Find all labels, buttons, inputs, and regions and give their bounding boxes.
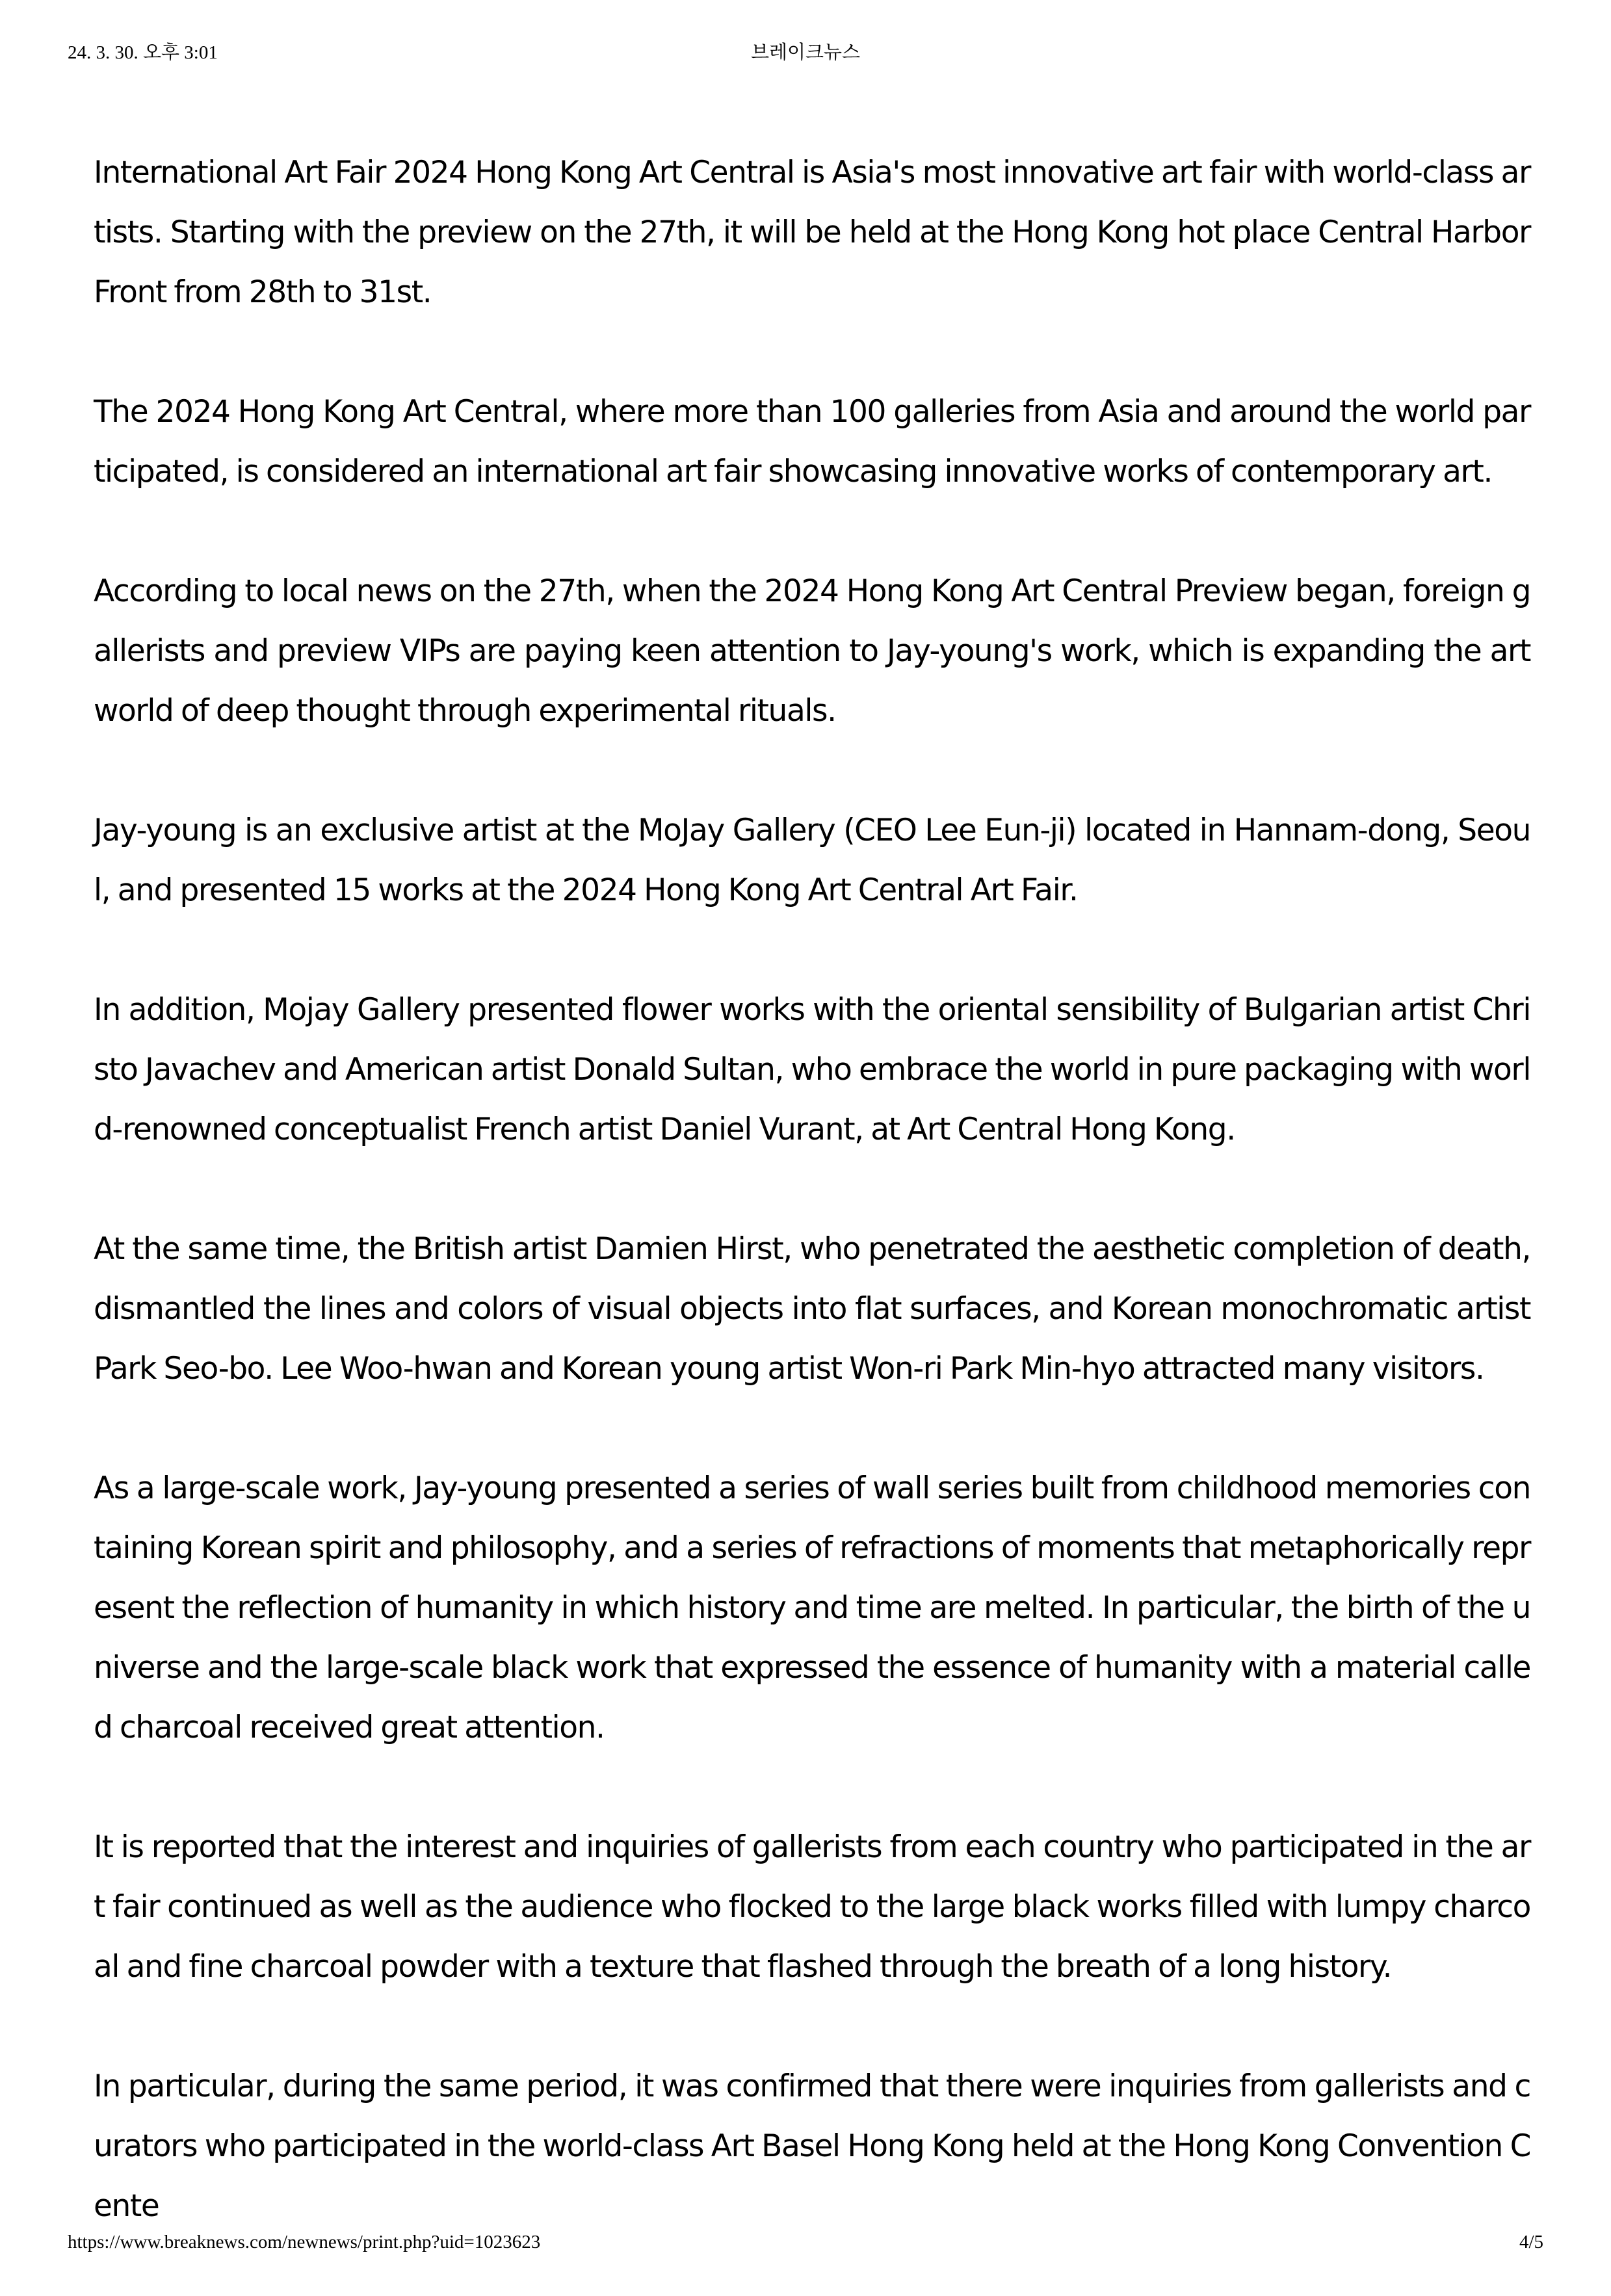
article-paragraph: Jay-young is an exclusive artist at the MoJay Gallery (CEO Lee Eun-ji) located in Hannam-dong, Seoul, and presented 15 works at the 2024 Hong Kong Art Central Art Fair. xyxy=(94,813,1530,908)
page-number: 4/5 xyxy=(1519,2232,1543,2252)
site-title: 브레이크뉴스 xyxy=(750,42,861,63)
print-header xyxy=(0,38,1611,64)
article-paragraph: In addition, Mojay Gallery presented flower works with the oriental sensibility of Bulgarian artist Christo Javachev and American artist Donald Sultan, who embrace the world in pure packaging with world-renowned conceptualist French artist Daniel Vurant, at Art Central Hong Kong. xyxy=(94,992,1530,1147)
article-paragraph: It is reported that the interest and inquiries of gallerists from each country who participated in the art fair continued as well as the audience who flocked to the large black works filled with lumpy charcoal and fine charcoal powder with a texture that flashed through the breath of a long history. xyxy=(94,1829,1530,1985)
article-paragraph: International Art Fair 2024 Hong Kong Art Central is Asia's most innovative art fair with world-class artists. Starting with the preview on the 27th, it will be held at the Hong Kong hot place Central Harbor Front from 28th to 31st. xyxy=(94,155,1530,310)
page-url: https://www.breaknews.com/newnews/print.php?uid=1023623 xyxy=(68,2232,541,2252)
article-paragraph: At the same time, the British artist Damien Hirst, who penetrated the aesthetic completion of death, dismantled the lines and colors of visual objects into flat surfaces, and Korean monochromatic artist Park Seo-bo. Lee Woo-hwan and Korean young artist Won-ri Park Min-hyo attracted many visitors. xyxy=(94,1231,1530,1387)
article-paragraph: As a large-scale work, Jay-young presented a series of wall series built from childhood memories containing Korean spirit and philosophy, and a series of refractions of moments that metaphorically represent the reflection of humanity in which history and time are melted. In particular, the birth of the universe and the large-scale black work that expressed the essence of humanity with a material called charcoal received great attention. xyxy=(94,1470,1530,1745)
article-paragraph: The 2024 Hong Kong Art Central, where more than 100 galleries from Asia and around the world participated, is considered an international art fair showcasing innovative works of contemporary art. xyxy=(94,394,1530,489)
article-paragraph: In particular, during the same period, it was confirmed that there were inquiries from gallerists and curators who participated in the world-class Art Basel Hong Kong held at the Hong Kong Convention Cente xyxy=(94,2068,1530,2224)
article-paragraph: According to local news on the 27th, when the 2024 Hong Kong Art Central Preview began, foreign gallerists and preview VIPs are paying keen attention to Jay-young's work, which is expanding the art world of deep thought through experimental rituals. xyxy=(94,573,1530,729)
article-body xyxy=(94,143,1530,2296)
print-footer xyxy=(0,2232,1611,2258)
print-date: 24. 3. 30. 오후 3:01 xyxy=(68,42,218,63)
